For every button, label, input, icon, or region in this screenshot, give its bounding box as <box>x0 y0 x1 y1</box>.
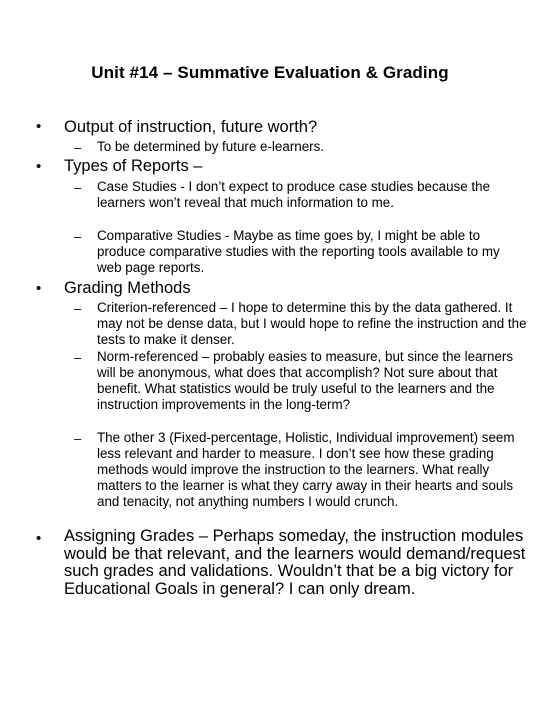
dash-icon: – <box>74 229 82 244</box>
subitem-norm-referenced: Norm-referenced – probably easies to measure, but since the learners will be anonymous, what does that accomplish? Not sure about that benefit. What statistics would be truly useful to the learners and the instruction improvements in the long-term? <box>97 349 514 412</box>
bullet-item-grading-methods: Grading Methods <box>64 279 191 297</box>
bullet-icon: • <box>36 158 42 175</box>
bullet-icon: • <box>36 530 42 547</box>
subitem-other-three-methods: The other 3 (Fixed-percentage, Holistic, Individual improvement) seem less relevant and harder to measure. I don’t see how these grading methods would improve the instruction to the learners. What really matters to the learner is what they carry away in their hearts and souls and tenacity, not anything numbers I would crunch. <box>97 430 515 509</box>
bullet-icon: • <box>36 280 42 297</box>
subitem-case-studies: Case Studies - I don’t expect to produce case studies because the learners won’t reveal that much information to me. <box>97 179 491 210</box>
slide-title: Unit #14 – Summative Evaluation & Grading <box>91 63 449 82</box>
subitem-comparative-studies: Comparative Studies - Maybe as time goes by, I might be able to produce comparative studies with the reporting tools available to my web page reports. <box>97 228 500 275</box>
bullet-item-types-of-reports: Types of Reports – <box>64 157 203 175</box>
dash-icon: – <box>74 301 82 316</box>
dash-icon: – <box>74 140 82 155</box>
dash-icon: – <box>74 431 82 446</box>
bullet-icon: • <box>36 118 42 135</box>
dash-icon: – <box>74 350 82 365</box>
subitem-future-elearners: To be determined by future e-learners. <box>97 139 325 154</box>
dash-icon: – <box>74 180 82 195</box>
subitem-criterion-referenced: Criterion-referenced – I hope to determine this by the data gathered. It may not be dense data, but I would hope to refine the instruction and the tests to make it denser. <box>97 300 527 347</box>
bullet-item-assigning-grades: Assigning Grades – Perhaps someday, the instruction modules would be that relevant, and the learners would demand/request such grades and validations. Wouldn’t that be a big victory for Educational Goals in general? I can only dream. <box>64 527 526 598</box>
bullet-item-output: Output of instruction, future worth? <box>64 118 318 136</box>
